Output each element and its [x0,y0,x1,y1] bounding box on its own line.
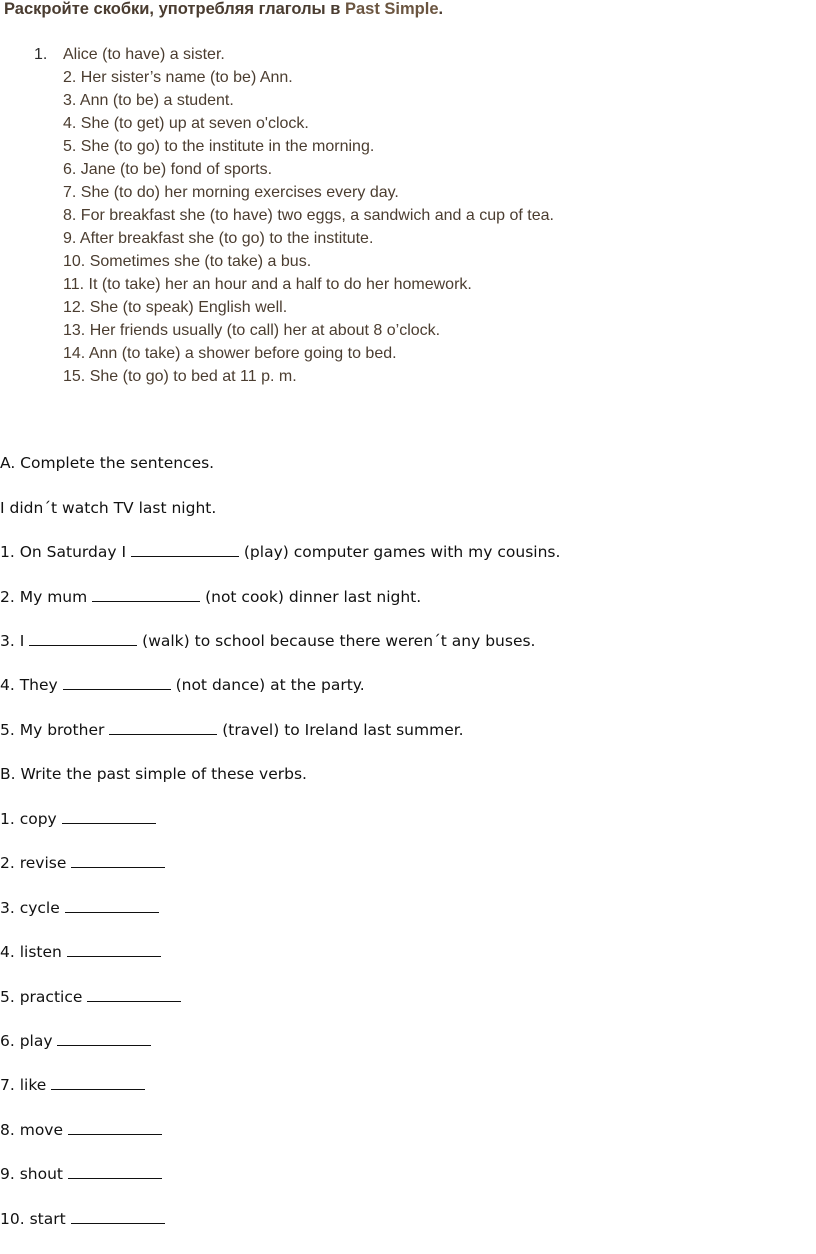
sentence-end: (play) computer games with my cousins. [238,543,561,561]
item-text: Alice (to have) a sister. [63,46,225,63]
item-number: 2. [63,69,77,86]
verb-item [0,1119,162,1141]
item-number: 13. [63,322,86,339]
verb-label: 8. move [0,1121,68,1139]
list-item [34,43,554,66]
sentence-end: (travel) to Ireland last summer. [217,721,464,739]
answer-blank[interactable] [29,631,137,646]
item-text: She (to go) to bed at 11 p. m. [89,368,297,385]
verb-label: 6. play [0,1032,58,1050]
item-number: 3. [63,92,77,109]
list-item [34,181,554,204]
answer-blank[interactable] [71,1209,165,1224]
item-text: It (to take) her an hour and a half to do her homework. [88,276,472,293]
item-number: 9. [63,230,77,247]
sentence-item [0,630,535,652]
verb-label: 3. cycle [0,899,65,917]
sentence-start: 5. My brother [0,721,110,739]
item-number: 4. [63,115,77,132]
list-item [34,112,554,135]
verb-label: 10. start [0,1210,71,1228]
item-text: She (to speak) English well. [89,299,288,316]
answer-blank[interactable] [68,1164,162,1179]
example-sentence: I didn´t watch TV last night. [0,499,217,517]
list-item [34,342,554,365]
item-text: She (to get) up at seven o'clock. [80,115,309,132]
list-item [34,158,554,181]
exercise-1-list [34,43,554,388]
verb-item [0,808,156,830]
item-number: 8. [63,207,77,224]
item-text: She (to do) her morning exercises every day. [80,184,399,201]
list-item [34,204,554,227]
verb-label: 7. like [0,1076,52,1094]
list-item [34,250,554,273]
title-main: Раскройте скобки, употребляя глаголы в [4,0,345,18]
sentence-item [0,586,421,608]
answer-blank[interactable] [68,1120,162,1135]
item-number: 10. [63,253,86,270]
sentence-item [0,674,365,696]
answer-blank[interactable] [71,853,165,868]
verb-item [0,941,161,963]
page-title [4,0,443,19]
answer-blank[interactable] [57,1031,151,1046]
item-number: 12. [63,299,86,316]
sentence-end: (not dance) at the party. [170,676,365,694]
list-item [34,296,554,319]
sentence-end: (walk) to school because there weren´t any buses. [137,632,536,650]
item-text: Her sister’s name (to be) Ann. [80,69,293,86]
sentence-end: (not cook) dinner last night. [200,588,422,606]
verb-item [0,986,181,1008]
sentence-start: 4. They [0,676,63,694]
sentence-start: 2. My mum [0,588,93,606]
list-item [34,227,554,250]
item-number: 7. [63,184,77,201]
verb-label: 1. copy [0,810,62,828]
answer-blank[interactable] [109,720,217,735]
verb-label: 4. listen [0,943,67,961]
answer-blank[interactable] [131,542,239,557]
item-number: 1. [34,46,48,63]
answer-blank[interactable] [62,809,156,824]
verb-label: 9. shout [0,1165,68,1183]
section-a-heading: A. Complete the sentences. [0,454,215,472]
list-item [34,135,554,158]
item-text: Ann (to take) a shower before going to bed. [88,345,397,362]
answer-blank[interactable] [87,987,181,1002]
item-number: 14. [63,345,86,362]
title-end: . [438,0,444,18]
answer-blank[interactable] [67,942,161,957]
verb-label: 5. practice [0,988,88,1006]
item-text: She (to go) to the institute in the morning. [80,138,375,155]
list-item [34,273,554,296]
item-text: For breakfast she (to have) two eggs, a sandwich and a cup of tea. [80,207,554,224]
item-text: Ann (to be) a student. [79,92,234,109]
verb-item [0,897,159,919]
item-number: 15. [63,368,86,385]
verb-item [0,1163,162,1185]
list-item [34,89,554,112]
verb-item [0,1208,165,1230]
item-number: 11. [63,276,85,293]
verb-label: 2. revise [0,854,72,872]
item-text: Sometimes she (to take) a bus. [89,253,312,270]
title-tense: Past Simple [344,0,439,18]
answer-blank[interactable] [65,898,159,913]
item-text: After breakfast she (to go) to the institute. [79,230,374,247]
answer-blank[interactable] [51,1075,145,1090]
item-number: 6. [63,161,77,178]
sentence-item [0,719,464,741]
verb-item [0,1074,145,1096]
verb-item [0,1030,151,1052]
answer-blank[interactable] [92,587,200,602]
answer-blank[interactable] [63,675,171,690]
list-item [34,365,554,388]
item-text: Jane (to be) fond of sports. [80,161,273,178]
list-item [34,66,554,89]
sentence-item [0,541,560,563]
section-b-heading: B. Write the past simple of these verbs. [0,765,307,783]
sentence-start: 1. On Saturday I [0,543,131,561]
item-number: 5. [63,138,77,155]
verb-item [0,852,165,874]
list-item [34,319,554,342]
item-text: Her friends usually (to call) her at about 8 o’clock. [89,322,441,339]
sentence-start: 3. I [0,632,30,650]
